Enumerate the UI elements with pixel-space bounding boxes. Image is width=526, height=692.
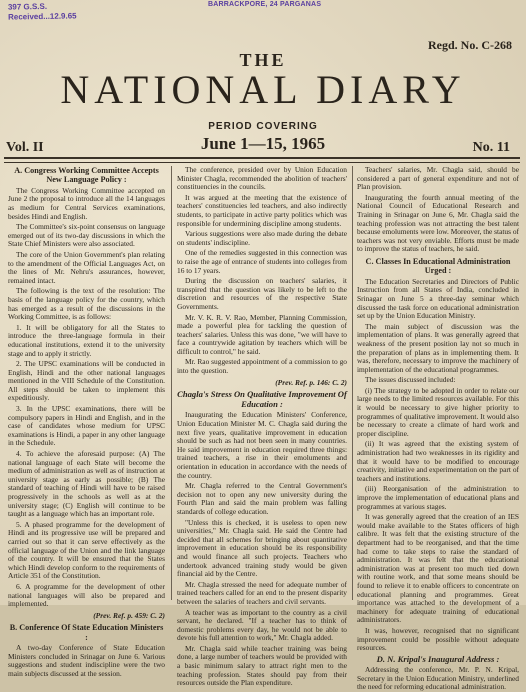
- column-1: [8, 166, 165, 678]
- received-stamp: [8, 1, 77, 22]
- paragraph: The conference, presided over by Union Education Minister Chagla, recommended the abolition of teachers' constituencies in the councils.: [177, 165, 347, 192]
- paragraph: The following is the text of the resolution: The basis of the language policy for the country, which has emerged as a result of the discussions in the Working Committee, is as follows:: [8, 286, 165, 322]
- paragraph: "Unless this is checked, it is useless to open new universities," Mr. Chagla said. He said the Centre had decided that all schemes for bringing about quantitative improvement in education should be its responsibility and would finance all such projects. Teachers who undertook advanced training study would be given financial aid by the Centre.: [177, 517, 347, 579]
- volume-label: Vol. II: [6, 140, 44, 155]
- paragraph: It was argued at the meeting that the existence of teachers' constituencies led teachers, and also indirectly students, to participate in active party politics which was responsible for undermining discipline among students.: [177, 192, 347, 228]
- column-divider: [171, 166, 172, 600]
- reference-note: (Prev. Ref. p. 146: C. 2): [275, 377, 347, 387]
- paragraph: 3. In the UPSC examinations, there will be compulsory papers in Hindi and English, and in the case of candidates whose medium for UPSC examinations is Hindi, a paper in any other language in the Schedule.: [8, 404, 165, 448]
- reference-note: (Prev. Ref. p. 459: C. 2): [93, 610, 165, 620]
- paragraph: During the discussion on teachers' salaries, it transpired that the question was likely to be left to the discretion and resources of the respective State Governments.: [177, 276, 347, 311]
- article-heading: A. Congress Working Committee Accepts New Language Policy :: [14, 166, 159, 185]
- paragraph: 4. To achieve the aforesaid purpose: (A) The national language of each State will become the medium of administration as well as of instruction at university stage as early as possible; (B) The standard of teaching of Hindi will have to be raised progressively in the schools as well as at the university stage; (C) English will continue to be taught as a language which has an important role.: [8, 449, 165, 519]
- period-dates: June 1—15, 1965: [200, 134, 326, 153]
- paragraph: Mr. Rao suggested appointment of a commission to go into the question.: [177, 357, 347, 376]
- paragraph: One of the remedies suggested in this connection was to raise the age of entrance of students into colleges from 16 to 17 years.: [177, 248, 347, 275]
- paragraph: Teachers' salaries, Mr. Chagla said, should be considered a part of general expenditure and not of Plan provision.: [357, 165, 519, 192]
- period-label: PERIOD COVERING: [208, 121, 318, 132]
- paragraph: Addressing the conference, Mr. P. N. Kripal, Secretary in the Union Education Ministry, underlined the need for reforming educational administration.: [357, 665, 519, 692]
- paragraph: (i) The strategy to be adopted in order to relate our large needs to the limited resources available. For this it would be necessary to give higher priority to programmes of qualitative improvement. It would also be necessary to create a climate of hard work and proper discipline.: [357, 385, 519, 438]
- paragraph: The issues discussed included:: [365, 375, 456, 385]
- paragraph: It was, however, recognised that no significant improvement could be possible without adequate resources.: [357, 625, 519, 653]
- masthead-title: NATIONAL DIARY: [60, 67, 466, 112]
- column-divider: [352, 166, 353, 600]
- paragraph: 5. A phased programme for the development of Hindi and its progressive use will be prepared and carried out so that it can serve effectively as the official language of the Union and the link language of the country. It will be ensured that the States which Hindi develop conform to the requirements of Article 351 of the Constitution.: [8, 519, 165, 581]
- paragraph: Mr. Chagla referred to the Central Government's decision not to open any new university during the Fourth Plan and said the main problem was falling standards of college education.: [177, 481, 347, 516]
- registration-number: Regd. No. C-268: [428, 38, 512, 52]
- paragraph: The main subject of discussion was the implementation of plans. It was generally agreed that weakness of the present position lay not so much in the preparation of plans as in implementing them. It was, therefore, necessary to improve the machinery of implementation of the educational programmes.: [357, 321, 519, 374]
- paragraph: It was generally agreed that the creation of an IES would make available to the States officers of high calibre. It was felt that the existing structure of the department had to be reorganised, and that the time had come to take steps to raise the standard of administration. It was felt that the educational administration was at present too much tied down with routine work, and that some means should be found to relieve it to enable officers to concentrate on educational planning and programmes. Great importance was attached to the development of a machinery for adequate training of educational administrators.: [357, 512, 519, 625]
- paragraph: (ii) It was agreed that the existing system of administration had two weaknesses in its rigidity and that it would have to be modified to encourage creativity, initiative and experimentation on the part of teachers and institutions.: [357, 439, 519, 483]
- paragraph: Mr. Chagla said while teacher training was being done, a large number of teachers would be provided with a basic minimum salary to attract right men to the teaching profession. States should pay from their resources outside the Plan expenditure.: [177, 643, 347, 688]
- paragraph: 2. The UPSC examinations will be conducted in English, Hindi and the other national languages mentioned in the VIII Schedule of the Constitution. All steps should be taken to implement this expeditiously.: [8, 359, 165, 403]
- column-3: [357, 165, 519, 692]
- paragraph: Mr. V. K. R. V. Rao, Member, Planning Commission, made a powerful plea for tackling the question of teachers' salaries. Unless this was done, "we will have to face a countrywide agitation by teachers which will be difficult to control," he said.: [177, 312, 347, 356]
- paragraph: A two-day Conference of State Education Ministers concluded in Srinagar on June 6. Various suggestions and student indiscipline were the two main subjects discussed at the session.: [8, 643, 165, 678]
- paragraph: Inaugurating the Education Ministers' Conference, Union Education Minister M. C. Chagla said during the next five years, qualitative improvement in education should be such as had not been seen in many countries. He said improvement in education required three things: trained teachers, a rise in their emoluments and orientation in education in accordance with the needs of the country.: [177, 410, 347, 480]
- stamp-line-2: Received...12.9.65: [8, 11, 77, 22]
- paragraph: The Committee's six-point consensus on language emerged out of its two-day discussions in which the State Chief Ministers were also associated.: [8, 222, 165, 249]
- stamp-line-1: 397 G.S.S.: [7, 1, 48, 12]
- article-heading: D. N. Kripal's Inaugural Address :: [376, 653, 500, 664]
- issue-number: No. 11: [472, 140, 510, 155]
- article-heading: C. Classes In Educational Administration Urged :: [365, 256, 511, 276]
- masthead-the: THE: [239, 50, 287, 70]
- paragraph: Inaugurating the fourth annual meeting of the National Council of Educational Research and Training in Srinagar on June 6, Mr. Chagla said the teaching profession was not attracting the best talent because emoluments were low. Moreover, the status of teachers was not very enviable. Efforts must be made to improve the status of teachers, he said.: [357, 192, 519, 254]
- paragraph: A teacher was as important to the country as a civil servant, he declared. "If a teacher has to think of domestic problems every day, he would not be able to devote his full attention to work," Mr. Chagla added.: [177, 607, 347, 643]
- paragraph: The Congress Working Committee accepted on June 2 the proposal to introduce all the 14 languages as medium for Central Services examinations, besides Hindi and English.: [8, 185, 165, 221]
- paragraph: Various suggestions were also made during the debate on students' indiscipline.: [177, 229, 347, 247]
- paragraph: (iii) Reorganisation of the administration to improve the implementation of educational plans and programmes at various stages.: [357, 484, 519, 511]
- paragraph: The core of the Union Government's plan relating to the amendment of the Official Languages Act, on the lines of Mr. Nehru's assurances, however, remained intact.: [8, 249, 165, 285]
- column-2: [177, 165, 347, 688]
- paragraph: 1. It will be obligatory for all the States to introduce the three-language formula in their educational institutions, extend it to the university stage and to apply it strictly.: [8, 322, 165, 358]
- paragraph: 6. A programme for the development of other national languages will also be prepared and implemented.: [8, 581, 165, 609]
- article-heading: Chagla's Stress On Qualitative Improvement Of Education :: [177, 389, 347, 409]
- paragraph: The Education Secretaries and Directors of Public Instruction from all States of India, concluded in Srinagar on June 5 a three-day seminar which discussed the task force on educational administration set up by the Union Education Ministry.: [357, 276, 519, 321]
- library-stamp: BARRACKPORE, 24 PARGANAS: [208, 1, 322, 8]
- paragraph: Mr. Chagla stressed the need for adequate number of trained teachers called for an end to the present disparity between the salaries of teachers and civil servants.: [177, 579, 347, 606]
- masthead-rule: [4, 157, 520, 163]
- article-heading: B. Conference Of State Education Ministers :: [9, 623, 164, 642]
